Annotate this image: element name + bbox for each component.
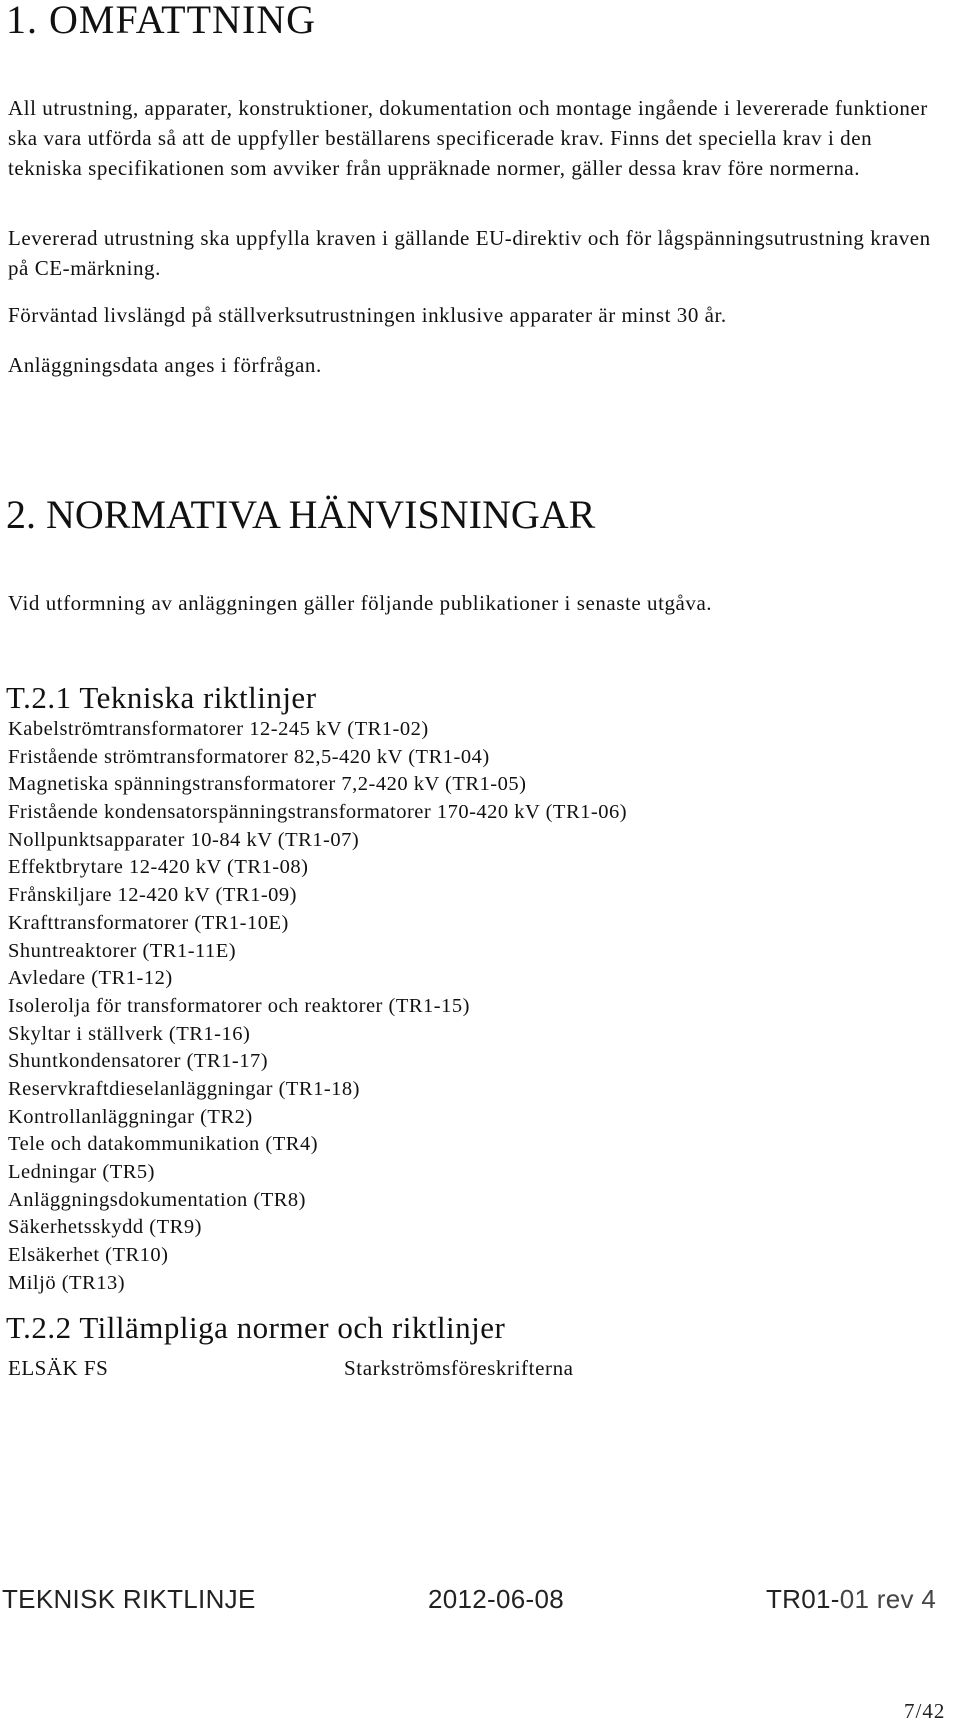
list-item: Tele och datakommunikation (TR4)	[8, 1133, 319, 1156]
list-item: Reservkraftdieselanläggningar (TR1-18)	[8, 1077, 361, 1100]
list-item: Frånskiljare 12-420 kV (TR1-09)	[8, 884, 297, 907]
list-item: Nollpunktsapparater 10-84 kV (TR1-07)	[8, 828, 360, 851]
list-item: Elsäkerhet (TR10)	[8, 1244, 169, 1267]
list-item: Avledare (TR1-12)	[8, 967, 173, 990]
footer-date: 2012-06-08	[428, 1584, 564, 1614]
list-item: Fristående strömtransformatorer 82,5-420 kV (TR1-04)	[8, 745, 490, 768]
references-intro: Vid utformning av anläggningen gäller följande publikationer i senaste utgåva.	[8, 591, 713, 615]
list-item: Kontrollanläggningar (TR2)	[8, 1105, 253, 1128]
page-number: 7/42	[904, 1699, 946, 1723]
section-1-title: 1. OMFATTNING	[6, 0, 317, 42]
list-item: Magnetiska spänningstransformatorer 7,2-420 kV (TR1-05)	[8, 773, 527, 796]
norm-code: ELSÄK FS	[8, 1356, 109, 1380]
list-item: Anläggningsdokumentation (TR8)	[8, 1188, 306, 1211]
list-item: Ledningar (TR5)	[8, 1161, 155, 1183]
list-item: Skyltar i ställverk (TR1-16)	[8, 1022, 251, 1045]
list-item: Krafttransformatorer (TR1-10E)	[8, 911, 289, 934]
subsection-2-1-title: T.2.1 Tekniska riktlinjer	[6, 680, 317, 715]
list-item: Effektbrytare 12-420 kV (TR1-08)	[8, 856, 309, 879]
subsection-2-2-title: T.2.2 Tillämpliga normer och riktlinjer	[6, 1310, 506, 1345]
footer-document-type: TEKNISK RIKTLINJE	[2, 1584, 256, 1614]
scope-paragraph-2: Levererad utrustning ska uppfylla kraven i gällande EU-direktiv och för lågspänningsutrustning kraven på CE-märkning.	[8, 226, 931, 280]
footer-doc-code: TR01-	[766, 1584, 840, 1614]
list-item: Miljö (TR13)	[8, 1271, 126, 1294]
footer-revision: 01 rev 4	[839, 1584, 937, 1614]
list-item: Fristående kondensatorspänningstransformatorer 170-420 kV (TR1-06)	[8, 801, 628, 824]
technical-guidelines-list	[8, 716, 627, 1297]
section-2-title: 2. NORMATIVA HÄNVISNINGAR	[6, 492, 596, 537]
list-item: Isolerolja för transformatorer och reaktorer (TR1-15)	[8, 994, 470, 1017]
list-item: Kabelströmtransformatorer 12-245 kV (TR1-02)	[8, 718, 429, 740]
scope-paragraph-3: Förväntad livslängd på ställverksutrustningen inklusive apparater är minst 30 år.	[8, 303, 727, 327]
list-item: Shuntkondensatorer (TR1-17)	[8, 1050, 269, 1073]
scope-paragraph-1: All utrustning, apparater, konstruktioner, dokumentation och montage ingående i levererade funktioner ska vara utförda så att de uppfyller beställarens specificerade krav. Finns det speciella krav i den tekniska specifikationen som avviker från uppräknade normer, gäller dessa krav före normerna.	[8, 96, 928, 180]
list-item: Shuntreaktorer (TR1-11E)	[8, 939, 237, 962]
footer-document-id	[766, 1584, 936, 1615]
list-item: Säkerhetsskydd (TR9)	[8, 1216, 202, 1239]
scope-paragraph-4: Anläggningsdata anges i förfrågan.	[8, 353, 322, 377]
norm-description: Starkströmsföreskrifterna	[344, 1356, 574, 1380]
